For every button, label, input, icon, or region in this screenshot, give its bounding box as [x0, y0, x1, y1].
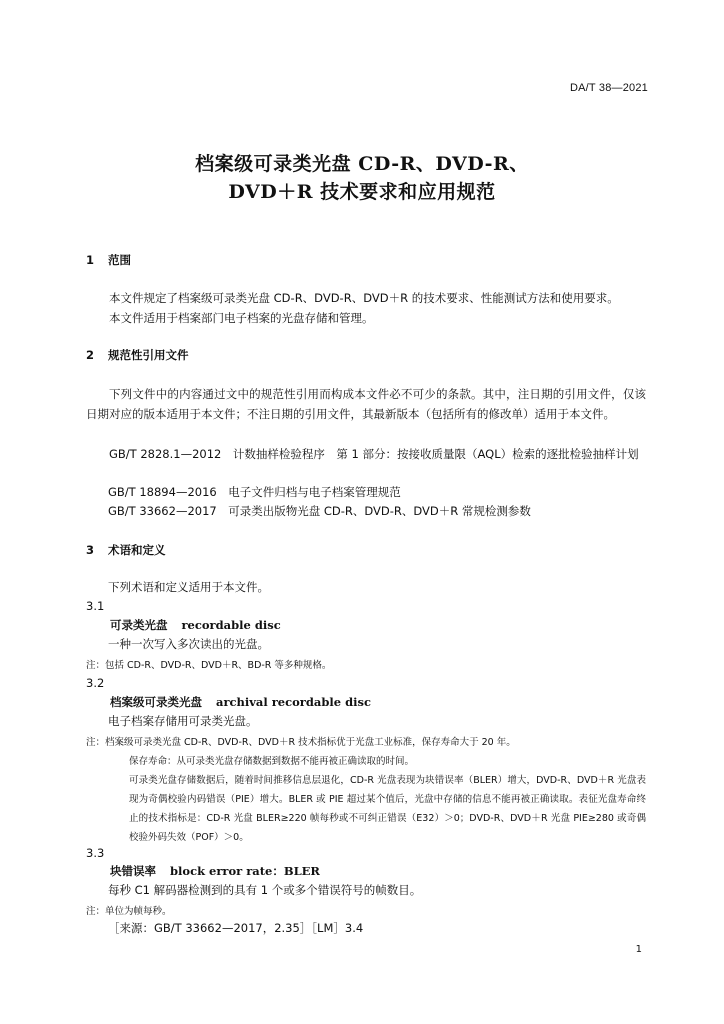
section-title: 术语和定义 [108, 543, 166, 557]
reference-gb-t-2828: GB/T 2828.1—2012 计数抽样检验程序 第 1 部分：按接收质量限（AQL）检索的逐批检验抽样计划 [109, 447, 639, 461]
section-2-heading [86, 347, 189, 363]
term-3-1 [110, 617, 281, 633]
term-3-3-definition: 每秒 C1 解码器检测到的具有 1 个或多个错误符号的帧数目。 [108, 883, 422, 897]
term-3-2-note-shelf-life: 保存寿命：从可录类光盘存储数据到数据不能再被正确读取的时间。 [129, 756, 415, 767]
section-title: 规范性引用文件 [108, 348, 189, 362]
term-3-3-source: ［来源：GB/T 33662—2017，2.35］［LM］3.4 [108, 921, 364, 935]
section-number: 2 [86, 348, 95, 362]
section-number: 1 [86, 253, 95, 267]
section-number: 3 [86, 543, 95, 557]
scope-paragraph-2: 本文件适用于档案部门电子档案的光盘存储和管理。 [109, 311, 374, 325]
term-3-3 [110, 863, 320, 879]
section-3-heading [86, 542, 166, 558]
page-number: 1 [635, 944, 642, 955]
term-3-2-number: 3.2 [86, 676, 105, 690]
term-3-1-number: 3.1 [86, 599, 105, 613]
section-1-heading [86, 252, 131, 268]
term-3-3-number: 3.3 [86, 846, 105, 860]
document-title-line-1: 档案级可录类光盘 CD-R、DVD-R、 [195, 153, 529, 175]
reference-gb-t-18894: GB/T 18894—2016 电子文件归档与电子档案管理规范 [108, 485, 401, 499]
document-title-line-2: DVD＋R 技术要求和应用规范 [228, 181, 496, 203]
term-english: block error rate：BLER [170, 864, 320, 878]
term-chinese: 块错误率 [110, 864, 156, 878]
term-3-2-note: 注：档案级可录类光盘 CD-R、DVD-R、DVD＋R 技术指标优于光盘工业标准，保存寿命大于 20 年。 [86, 737, 516, 748]
term-3-3-note: 注：单位为帧每秒。 [86, 906, 172, 917]
section-title: 范围 [108, 253, 131, 267]
term-3-2-definition: 电子档案存储用可录类光盘。 [108, 714, 258, 728]
term-english: recordable disc [181, 618, 281, 632]
term-3-1-definition: 一种一次写入多次读出的光盘。 [108, 637, 269, 651]
reference-gb-t-33662: GB/T 33662—2017 可录类出版物光盘 CD-R、DVD-R、DVD＋R 常规检测参数 [108, 504, 531, 518]
term-chinese: 可录类光盘 [110, 618, 168, 632]
standard-code: DA/T 38—2021 [569, 82, 648, 94]
normative-references-intro: 下列文件中的内容通过文中的规范性引用而构成本文件必不可少的条款。其中，注日期的引用文件，仅该日期对应的版本适用于本文件；不注日期的引用文件，其最新版本（包括所有的修改单）适用于本文件。 [86, 387, 646, 421]
term-english: archival recordable disc [216, 695, 371, 709]
scope-paragraph-1: 本文件规定了档案级可录类光盘 CD-R、DVD-R、DVD＋R 的技术要求、性能测试方法和使用要求。 [109, 291, 619, 305]
term-3-2-note-detail: 可录类光盘存储数据后，随着时间推移信息层退化，CD-R 光盘表现为块错误率（BLER）增大，DVD-R、DVD＋R 光盘表现为奇偶校验内码错误（PIE）增大。BLER 或 PIE 超过某个值后，光盘中存储的信息不能再被正确读取。表征光盘寿命终止的技术指标是：CD-R 光盘 BLER≥220 帧每秒或不可纠正错误（E32）＞0；DVD-R、DVD＋R 光盘 PIE≥280 或奇偶校验外码失效（POF）＞0。 [129, 775, 646, 843]
terms-intro: 下列术语和定义适用于本文件。 [108, 580, 269, 594]
term-3-1-note: 注：包括 CD-R、DVD-R、DVD＋R、BD-R 等多种规格。 [86, 660, 332, 671]
term-3-2 [110, 694, 371, 710]
term-chinese: 档案级可录类光盘 [110, 695, 202, 709]
